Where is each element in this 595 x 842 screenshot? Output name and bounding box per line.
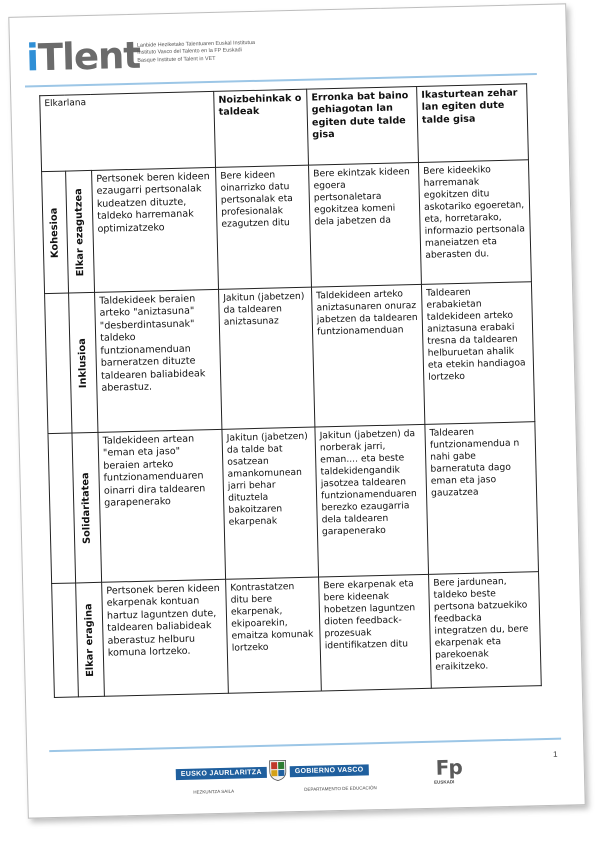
row-cell: Jakitun (jabetzen) da talde bat osatzean amankomunean jarri behar dituztela bakoitzaren ekarpenak xyxy=(222,427,319,579)
row-cell: Kontrastatzen ditu bere ekarpenak, ekipoarekin, emaitza komunak lortzeko xyxy=(226,577,322,693)
empty-group-cell xyxy=(48,433,76,584)
footer-rule xyxy=(49,738,561,752)
page-number: 1 xyxy=(552,749,558,759)
row-cell: Bere kideen oinarrizko datu pertsonalak eta profesionalak ezagutzen ditu xyxy=(216,165,312,289)
row-description: Pertsonek beren kideen ezaugarri pertsonalak kudeatzen dituzte, taldeko harremanak optimizatzeko xyxy=(92,167,219,292)
row-label: Elkar ezagutzea xyxy=(72,187,86,276)
logo-subtitle xyxy=(137,40,255,65)
table-header-row xyxy=(40,84,529,172)
logo-sub-line-3: Basque Institute of Talent in VET xyxy=(137,55,216,64)
row-cell: Jakitun (jabetzen) da taldearen aniztasunaz xyxy=(219,287,315,429)
logo-sub-line-2: Instituto Vasco del Talento en la FP Euskadi xyxy=(137,47,242,57)
row-description: Taldekideek beraien arteko "aniztasuna" "desberdintasunak" taldeko funtzionamenduan barneratzen dituzte taldearen baliabideak aberastuz. xyxy=(95,289,222,432)
hezkuntza-saila-label: HEZKUNTZA SAILA xyxy=(193,788,235,795)
row-cell: Taldearen funtzionamendua n nahi gabe barneratuta dago eman eta jaso gauzatzea xyxy=(425,422,539,575)
group-label: Kohesioa xyxy=(48,207,61,258)
column-header-2: Erronka bat baino gehiagotan lan egiten dute talde gisa xyxy=(307,86,419,165)
row-cell: Jakitun (jabetzen) da norberak jarri, eman.... eta beste taldekidengandik jasotzea taldearen funtzionamenduaren berezko ezaugarria dela taldearen garapenerako xyxy=(315,424,429,577)
table-row xyxy=(52,572,542,698)
corner-label: Elkarlana xyxy=(40,91,216,171)
fp-logo: Fp xyxy=(435,755,463,780)
logo-i: i xyxy=(25,36,39,80)
logo-sub-line-1: Lanbide Heziketako Talentuaren Euskal Institutua xyxy=(136,39,256,49)
coat-of-arms-icon xyxy=(269,759,288,781)
row-label: Inklusioa xyxy=(76,337,89,388)
table-row xyxy=(48,422,539,584)
table-row xyxy=(45,282,535,434)
row-label: Elkar eragina xyxy=(82,602,96,677)
table-row xyxy=(42,160,532,294)
row-label-cell xyxy=(66,170,95,293)
row-cell: Taldearen erabakietan taldekideen arteko aniztasuna erabaki tresna da taldearen helburuetan ahalik eta etekin handiagoa lortzeko xyxy=(421,282,534,425)
competency-table xyxy=(39,83,542,698)
column-header-1: Noizbehinkak o taldeak xyxy=(214,89,309,167)
row-cell: Bere jardunean, taldeko beste pertsona batzuekiko feedbacka integratzen du, bere ekarpenak eta parekoenak eraikitzeko. xyxy=(429,572,542,689)
eusko-jaurlaritza-label: EUSKO JAURLARITZA xyxy=(176,767,267,780)
departamento-label: DEPARTAMENTO DE EDUCACIÓN xyxy=(304,785,377,792)
row-cell: Bere kideekiko harremanak egokitzen ditu askotariko egoeretan, eta, horretarako, informazio pertsonala maneiatzen eta aberasten du. xyxy=(418,160,531,285)
row-cell: Bere ekarpenak eta bere kideenak hobetzen laguntzen dioten feedback-prozesuak identifikatzen ditu xyxy=(319,574,432,691)
itlent-logo xyxy=(25,33,141,80)
empty-group-cell xyxy=(52,583,79,698)
row-label-cell xyxy=(76,582,105,697)
row-label-cell xyxy=(69,292,98,433)
logo-rest: Tlent xyxy=(37,33,141,80)
fp-euskadi-label: EUSKADI xyxy=(434,779,455,785)
group-label-cell xyxy=(42,171,69,294)
gobierno-vasco-label: GOBIERNO VASCO xyxy=(290,764,369,777)
empty-group-cell xyxy=(45,293,72,434)
row-description: Taldekideen artean "eman eta jaso" beraien arteko funtzionamenduaren oinarri dira taldearen garapenerako xyxy=(98,429,226,582)
row-cell: Taldekideen arteko aniztasunaren onuraz jabetzen da taldearen funtzionamenduan xyxy=(312,284,425,427)
column-header-3: Ikasturtean zehar lan egiten dute talde gisa xyxy=(417,84,529,163)
row-label: Solidaritatea xyxy=(79,471,93,544)
document-page xyxy=(8,3,585,818)
row-label-cell xyxy=(72,432,102,583)
row-cell: Bere ekintzak kideen egoera pertsonaletara egokitzea komeni dela jabetzen da xyxy=(309,162,422,287)
row-description: Pertsonek beren kideen ekarpenak kontuan hartuz laguntzen dute, taldearen baliabideak aberastuz helburu komuna lortzeko. xyxy=(102,579,229,696)
